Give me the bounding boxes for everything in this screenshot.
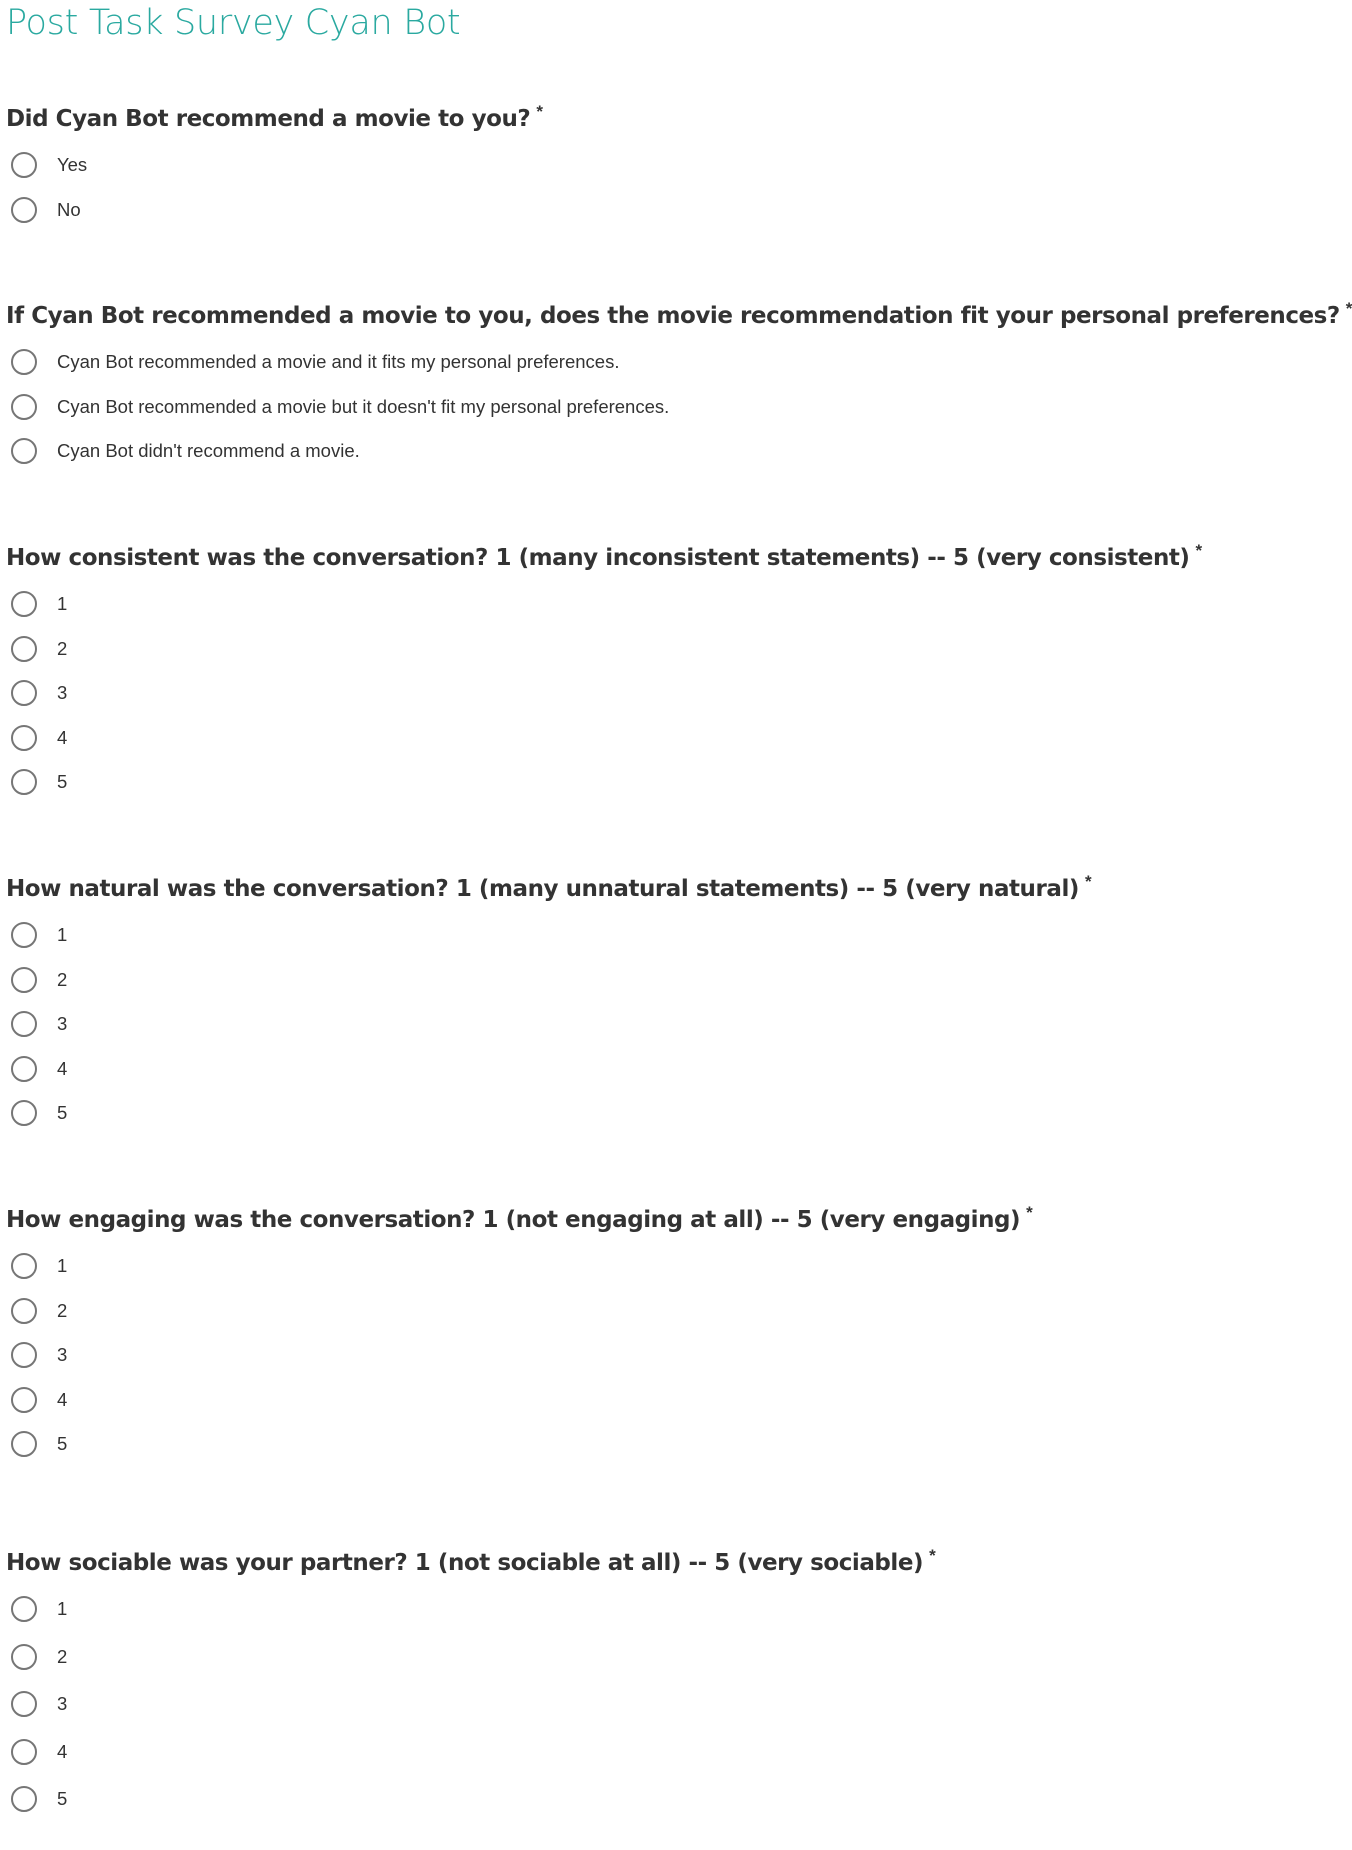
- radio-button[interactable]: [11, 349, 37, 375]
- radio-option-2[interactable]: [6, 965, 1251, 995]
- question-label: Did Cyan Bot recommend a movie to you? *: [6, 102, 543, 132]
- question-label: How sociable was your partner? 1 (not sociable at all) -- 5 (very sociable) *: [6, 1546, 936, 1576]
- radio-option-1[interactable]: [6, 1594, 1251, 1624]
- radio-option-1[interactable]: [6, 1251, 1251, 1281]
- radio-option-5[interactable]: [6, 1429, 1251, 1459]
- radio-button[interactable]: [11, 394, 37, 420]
- radio-button[interactable]: [11, 1691, 37, 1717]
- question-label: How consistent was the conversation? 1 (many inconsistent statements) -- 5 (very consistent) *: [6, 541, 1202, 571]
- radio-button[interactable]: [11, 1596, 37, 1622]
- question-recommendation-fit: [6, 299, 1352, 481]
- radio-button[interactable]: [11, 1644, 37, 1670]
- radio-option-no-recommendation[interactable]: [6, 436, 1251, 466]
- radio-button[interactable]: [11, 1786, 37, 1812]
- radio-button[interactable]: [11, 636, 37, 662]
- radio-button[interactable]: [11, 1739, 37, 1765]
- radio-option-1[interactable]: [6, 920, 1251, 950]
- radio-button[interactable]: [11, 680, 37, 706]
- radio-button[interactable]: [11, 1431, 37, 1457]
- required-marker: *: [1195, 541, 1202, 561]
- radio-button[interactable]: [11, 1253, 37, 1279]
- radio-option-2[interactable]: [6, 634, 1251, 664]
- radio-button[interactable]: [11, 438, 37, 464]
- option-label: 1: [57, 593, 68, 614]
- radio-option-4[interactable]: [6, 1737, 1251, 1767]
- option-label: 3: [57, 1344, 68, 1365]
- option-label: 3: [57, 1013, 68, 1034]
- radio-option-3[interactable]: [6, 1340, 1251, 1370]
- option-label: 2: [57, 1645, 68, 1667]
- question-label: How engaging was the conversation? 1 (not engaging at all) -- 5 (very engaging) *: [6, 1203, 1033, 1233]
- question-movie-recommended: [6, 104, 1251, 239]
- required-marker: *: [1345, 299, 1352, 319]
- radio-option-4[interactable]: [6, 1385, 1251, 1415]
- option-label: 4: [57, 1388, 68, 1410]
- radio-button[interactable]: [11, 197, 37, 223]
- option-label: No: [57, 198, 81, 220]
- question-consistency: [6, 543, 1251, 812]
- required-marker: *: [1026, 1203, 1033, 1223]
- radio-button[interactable]: [11, 725, 37, 751]
- required-marker: *: [1084, 872, 1092, 892]
- option-label: 4: [57, 1057, 68, 1079]
- option-label: Cyan Bot recommended a movie and it fits my personal preferences.: [57, 351, 620, 372]
- radio-group: [6, 347, 1251, 466]
- required-marker: *: [536, 102, 543, 122]
- radio-button[interactable]: [11, 922, 37, 948]
- radio-button[interactable]: [11, 1100, 37, 1126]
- option-label: 5: [57, 1788, 68, 1809]
- radio-button[interactable]: [11, 1387, 37, 1413]
- option-label: 5: [57, 771, 68, 792]
- radio-option-5[interactable]: [6, 767, 1251, 797]
- radio-button[interactable]: [11, 1298, 37, 1324]
- option-label: 1: [57, 1255, 68, 1276]
- option-label: 2: [57, 637, 68, 659]
- option-label: Cyan Bot recommended a movie but it doesn't fit my personal preferences.: [57, 395, 670, 417]
- option-label: 5: [57, 1433, 68, 1454]
- option-label: 2: [57, 1299, 68, 1321]
- option-label: 1: [57, 1598, 68, 1619]
- radio-group: [6, 1251, 1251, 1459]
- radio-group: [6, 589, 1251, 797]
- required-marker: *: [929, 1546, 936, 1566]
- option-label: 1: [57, 924, 68, 945]
- option-label: Yes: [57, 154, 88, 175]
- radio-option-5[interactable]: [6, 1784, 1251, 1814]
- radio-option-3[interactable]: [6, 678, 1251, 708]
- radio-group: [6, 150, 1251, 225]
- radio-option-no[interactable]: [6, 195, 1251, 225]
- radio-option-4[interactable]: [6, 1054, 1251, 1084]
- radio-button[interactable]: [11, 152, 37, 178]
- radio-button[interactable]: [11, 1056, 37, 1082]
- radio-option-fits[interactable]: [6, 347, 1251, 377]
- question-label: If Cyan Bot recommended a movie to you, does the movie recommendation fit your personal preferences? *: [6, 299, 1352, 329]
- radio-group: [6, 1594, 1251, 1814]
- question-naturalness: [6, 874, 1251, 1143]
- option-label: 5: [57, 1102, 68, 1123]
- radio-option-doesnt-fit[interactable]: [6, 392, 1251, 422]
- question-sociability: [6, 1548, 1251, 1832]
- radio-button[interactable]: [11, 1011, 37, 1037]
- option-label: 2: [57, 968, 68, 990]
- radio-group: [6, 920, 1251, 1128]
- radio-option-2[interactable]: [6, 1296, 1251, 1326]
- radio-option-yes[interactable]: [6, 150, 1251, 180]
- radio-button[interactable]: [11, 591, 37, 617]
- option-label: 4: [57, 1740, 68, 1762]
- question-engagement: [6, 1205, 1251, 1474]
- radio-option-4[interactable]: [6, 723, 1251, 753]
- radio-option-3[interactable]: [6, 1009, 1251, 1039]
- page-title: Post Task Survey Cyan Bot: [6, 3, 461, 43]
- radio-option-2[interactable]: [6, 1642, 1251, 1672]
- radio-button[interactable]: [11, 967, 37, 993]
- option-label: 3: [57, 682, 68, 703]
- option-label: Cyan Bot didn't recommend a movie.: [57, 440, 360, 461]
- option-label: 4: [57, 726, 68, 748]
- option-label: 3: [57, 1693, 68, 1714]
- radio-button[interactable]: [11, 769, 37, 795]
- question-label: How natural was the conversation? 1 (many unnatural statements) -- 5 (very natural) *: [6, 872, 1092, 902]
- radio-button[interactable]: [11, 1342, 37, 1368]
- radio-option-1[interactable]: [6, 589, 1251, 619]
- radio-option-3[interactable]: [6, 1689, 1251, 1719]
- radio-option-5[interactable]: [6, 1098, 1251, 1128]
